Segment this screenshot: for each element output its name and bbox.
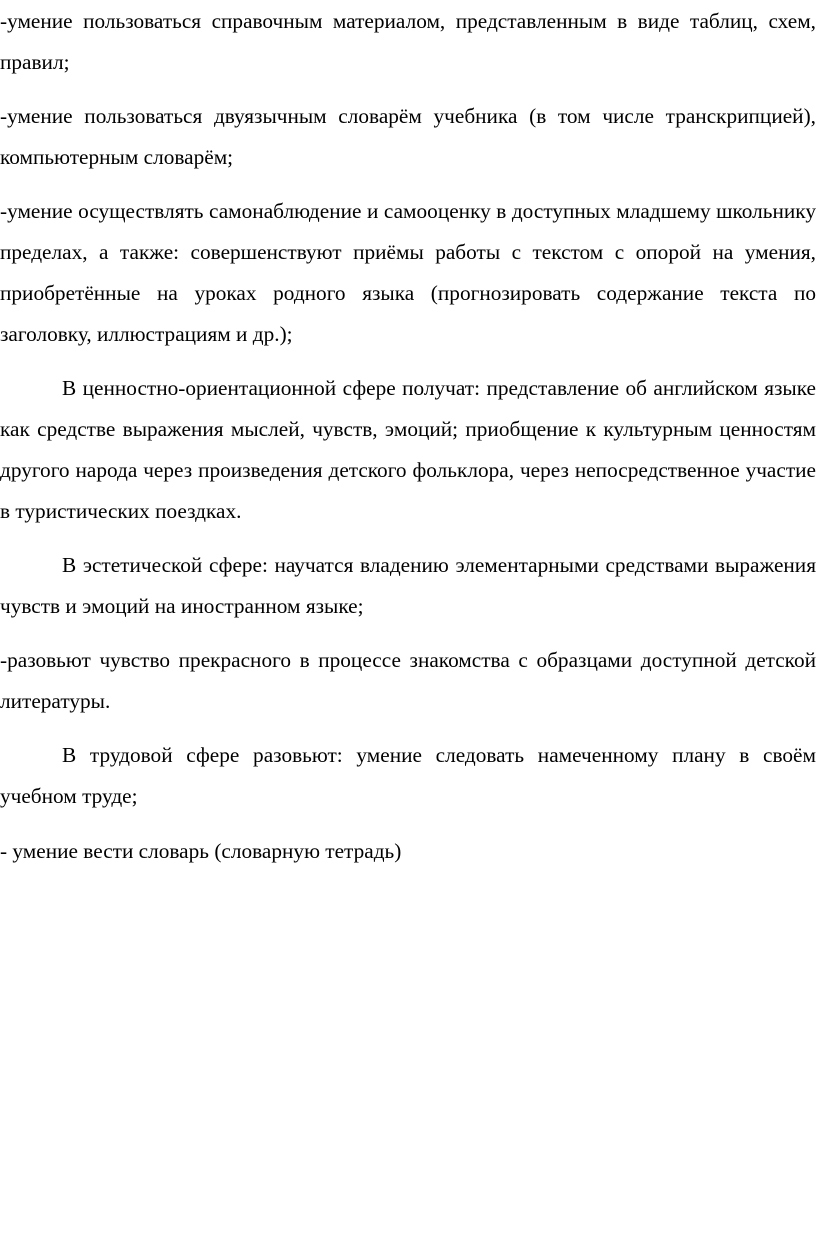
paragraph-value-orientation: В ценностно-ориентационной сфере получат: представление об английском языке как средстве выражения мыслей, чувств, эмоций; приобщение к культурным ценностям другого народа через произведения детского фольклора, через непосредственное участие в туристических поездках. xyxy=(0,376,816,523)
paragraph-aesthetic-sphere: В эстетической сфере: научатся владению элементарными средствами выражения чувств и эмоций на иностранном языке; xyxy=(0,552,816,618)
paragraph-dictionary-skills: -умение пользоваться двуязычным словарём учебника (в том числе транскрипцией), компьютерным словарём; xyxy=(0,104,816,169)
paragraph-sense-of-beauty: -разовьют чувство прекрасного в процессе знакомства с образцами доступной детской литературы. xyxy=(0,648,816,713)
paragraph-labor-sphere: В трудовой сфере разовьют: умение следовать намеченному плану в своём учебном труде; xyxy=(0,743,816,809)
paragraph-self-assessment: -умение осуществлять самонаблюдение и самооценку в доступных младшему школьнику пределах, а также: совершенствуют приёмы работы с текстом с опорой на умения, приобретённые на уроках родного языка (прогнозировать содержание текста по заголовку, иллюстрациям и др.); xyxy=(0,199,816,346)
paragraph-reference-skills: -умение пользоваться справочным материалом, представленным в виде таблиц, схем, правил; xyxy=(0,9,816,74)
document-body xyxy=(0,1,816,885)
paragraph-vocabulary-notebook: - умение вести словарь (словарную тетрадь) xyxy=(0,838,402,863)
